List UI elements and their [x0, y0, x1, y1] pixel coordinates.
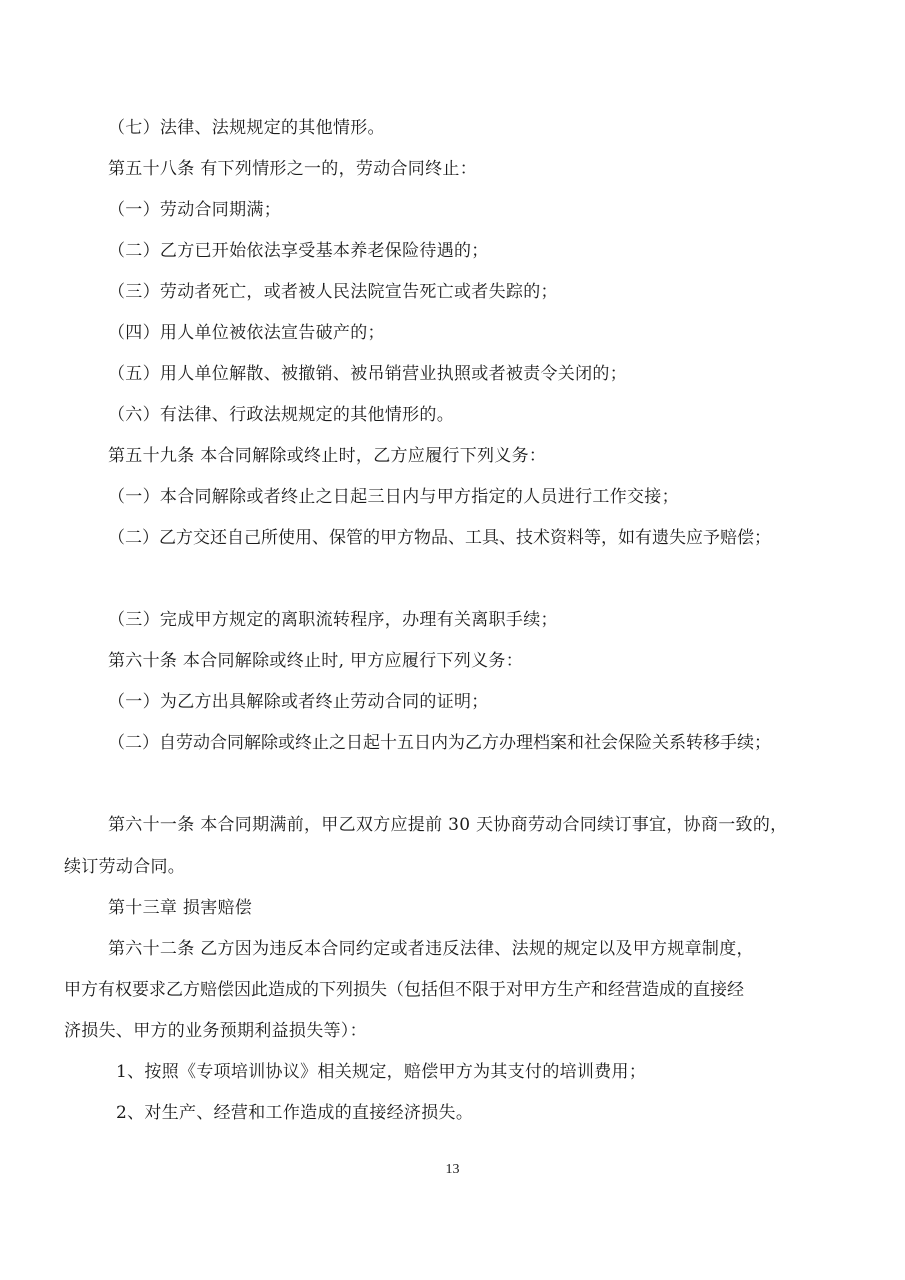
article-62-item-1: 1、按照《专项培训协议》相关规定，赔偿甲方为其支付的培训费用；	[116, 1062, 647, 1082]
article-58-item-5: （五）用人单位解散、被撤销、被吊销营业执照或者被责令关闭的；	[108, 364, 627, 384]
article-61-paragraph-line-1: 第六十一条 本合同期满前，甲乙双方应提前 30 天协商劳动合同续订事宜，协商一致的，	[108, 815, 788, 835]
article-60-item-1: （一）为乙方出具解除或者终止劳动合同的证明；	[108, 692, 489, 712]
page-number: 13	[445, 1162, 460, 1177]
article-58-item-4: （四）用人单位被依法宣告破产的；	[108, 323, 385, 343]
article-58-item-3: （三）劳动者死亡，或者被人民法院宣告死亡或者失踪的；	[108, 282, 558, 302]
article-62-paragraph-line-2: 甲方有权要求乙方赔偿因此造成的下列损失（包括但不限于对甲方生产和经营造成的直接经	[64, 980, 744, 1000]
article-62-item-2: 2、对生产、经营和工作造成的直接经济损失。	[116, 1103, 474, 1123]
article-62-paragraph-line-3: 济损失、甲方的业务预期利益损失等）：	[64, 1021, 367, 1041]
article-59-heading: 第五十九条 本合同解除或终止时，乙方应履行下列义务：	[108, 446, 547, 466]
clause-item-7: （七）法律、法规规定的其他情形。	[108, 118, 385, 138]
article-58-heading: 第五十八条 有下列情形之一的，劳动合同终止：	[108, 159, 478, 179]
article-59-item-1: （一）本合同解除或者终止之日起三日内与甲方指定的人员进行工作交接；	[108, 487, 679, 507]
article-59-item-3: （三）完成甲方规定的离职流转程序，办理有关离职手续；	[108, 610, 558, 630]
article-60-item-2: （二）自劳动合同解除或终止之日起十五日内为乙方办理档案和社会保险关系转移手续；	[108, 733, 771, 753]
article-61-paragraph-line-2: 续订劳动合同。	[64, 857, 186, 877]
article-58-item-1: （一）劳动合同期满；	[108, 200, 281, 220]
article-58-item-6: （六）有法律、行政法规规定的其他情形的。	[108, 405, 454, 425]
article-62-paragraph-line-1: 第六十二条 乙方因为违反本合同约定或者违反法律、法规的规定以及甲方规章制度，	[108, 939, 754, 959]
article-58-item-2: （二）乙方已开始依法享受基本养老保险待遇的；	[108, 241, 489, 261]
article-60-heading: 第六十条 本合同解除或终止时, 甲方应履行下列义务：	[108, 651, 524, 671]
chapter-13-heading: 第十三章 损害赔偿	[108, 898, 253, 918]
article-59-item-2: （二）乙方交还自己所使用、保管的甲方物品、工具、技术资料等，如有遗失应予赔偿；	[108, 528, 771, 548]
